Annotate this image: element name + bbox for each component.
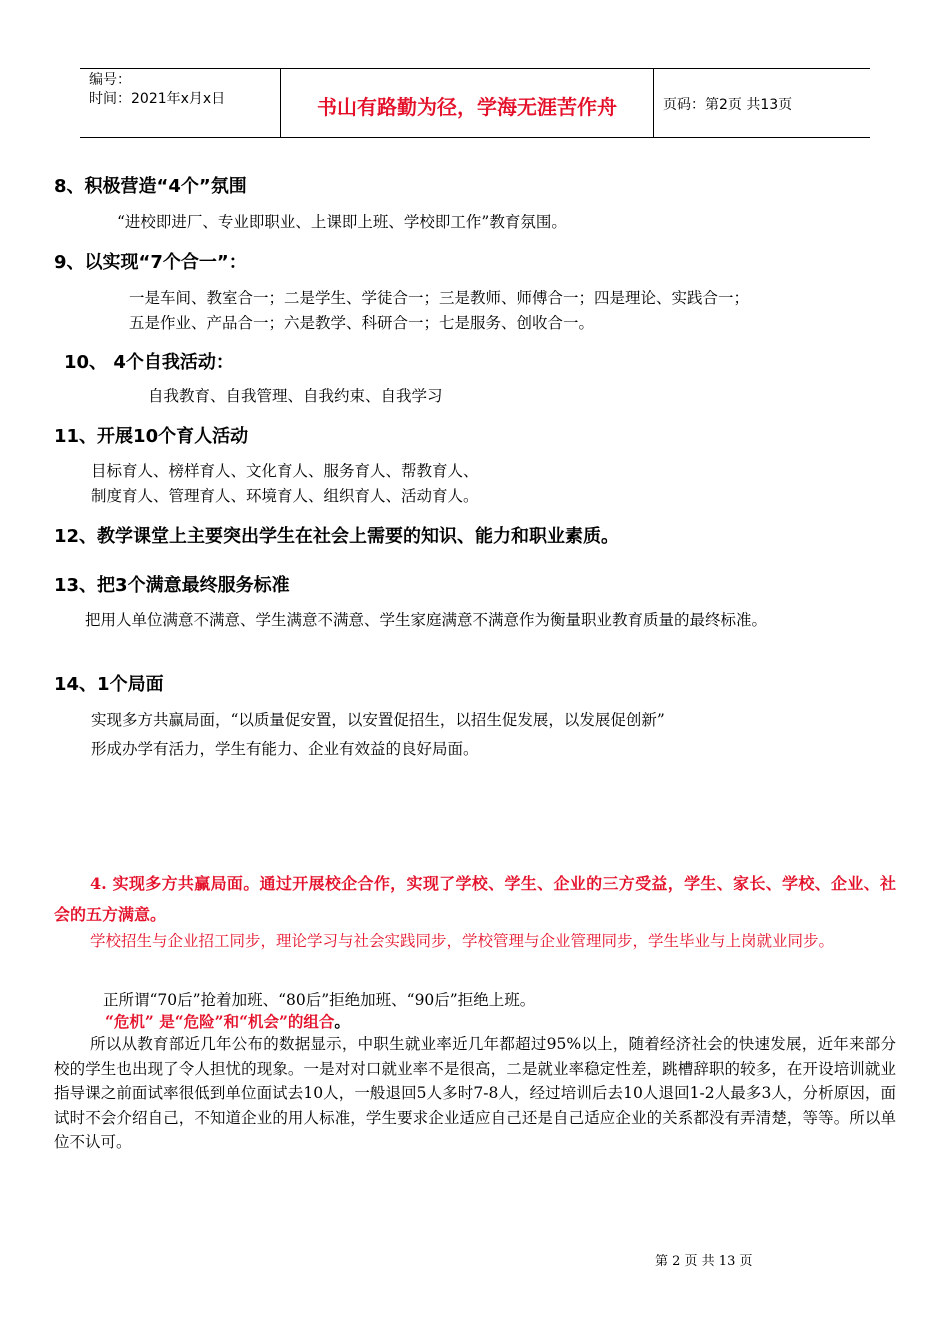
section-13-title: 13、把3个满意最终服务标准 [54,575,290,596]
section-9-line1: 一是车间、教室合一；二是学生、学徒合一；三是教师、师傅合一；四是理论、实践合一； [129,289,750,307]
section-14-line2: 形成办学有活力，学生有能力、企业有效益的良好局面。 [91,740,479,758]
employment-paragraph: 所以从教育部近几年公布的数据显示，中职生就业率近几年都超过95%以上，随着经济社会的快速发展，近年来部分校的学生也出现了令人担忧的现象。一是对对口就业率不是很高，二是就业率稳定性差，跳槽辞职的较多，在开设培训就业指导课之前面试率很低到单位面试去10人，一般退回5人多时7-8人，经过培训后去10人退回1-2人最多3人，分析原因，面试时不会介绍自己，不知道企业的用人标准，学生要求企业适应自己还是自己适应企业的关系都没有弄清楚，等等。所以单位不认可。 [54,1035,896,1151]
section-9-line2: 五是作业、产品合一；六是教学、科研合一；七是服务、创收合一。 [129,314,595,332]
red-bold-paragraph: 4. 实现多方共赢局面。通过开展校企合作，实现了学校、学生、企业的三方受益，学生、家长、学校、企业、社会的五方满意。 [54,874,896,924]
section-14-title: 14、1个局面 [54,674,164,695]
header-left-cell [80,69,281,137]
section-8-text: “进校即进厂、专业即职业、上课即上班、学校即工作”教育氛围。 [117,213,567,231]
page-footer: 第 2 页 共 13 页 [655,1254,753,1269]
crisis-period: 。 [334,1012,350,1031]
section-10-text: 自我教育、自我管理、自我约束、自我学习 [148,387,443,405]
number-label: 编号： [89,72,131,88]
section-10-title: 10、 4个自我活动： [64,352,234,373]
red-paragraph: 学校招生与企业招工同步，理论学习与社会实践同步，学校管理与企业管理同步，学生毕业与上岗就业同步。 [90,932,835,950]
section-11-line1: 目标育人、榜样育人、文化育人、服务育人、帮教育人、 [91,462,479,480]
crisis-word: “危机” [105,1012,154,1031]
section-9-title: 9、以实现“7个合一”： [54,252,247,273]
header-page-info: 页码：第2页 共13页 [663,97,793,113]
section-13-text: 把用人单位满意不满意、学生满意不满意、学生家庭满意不满意作为衡量职业教育质量的最终标准。 [85,611,768,629]
time-label: 时间：2021年x月x日 [89,91,226,107]
section-11-title: 11、开展10个育人活动 [54,426,249,447]
section-11-line2: 制度育人、管理育人、环境育人、组织育人、活动育人。 [91,487,479,505]
crisis-line [105,1010,350,1032]
generation-quote: 正所谓“70后”抢着加班、“80后”拒绝加班、“90后”拒绝上班。 [103,991,536,1009]
section-12-title: 12、教学课堂上主要突出学生在社会上需要的知识、能力和职业素质。 [54,526,620,547]
header-motto: 书山有路勤为径，学海无涯苦作舟 [281,69,654,137]
document-header [80,68,870,138]
section-14-line1: 实现多方共赢局面，“以质量促安置，以安置促招生，以招生促发展，以发展促创新” [91,711,665,729]
section-8-title: 8、积极营造“4个”氛围 [54,176,247,197]
crisis-definition: 是“危险”和“机会”的组合 [153,1012,335,1031]
